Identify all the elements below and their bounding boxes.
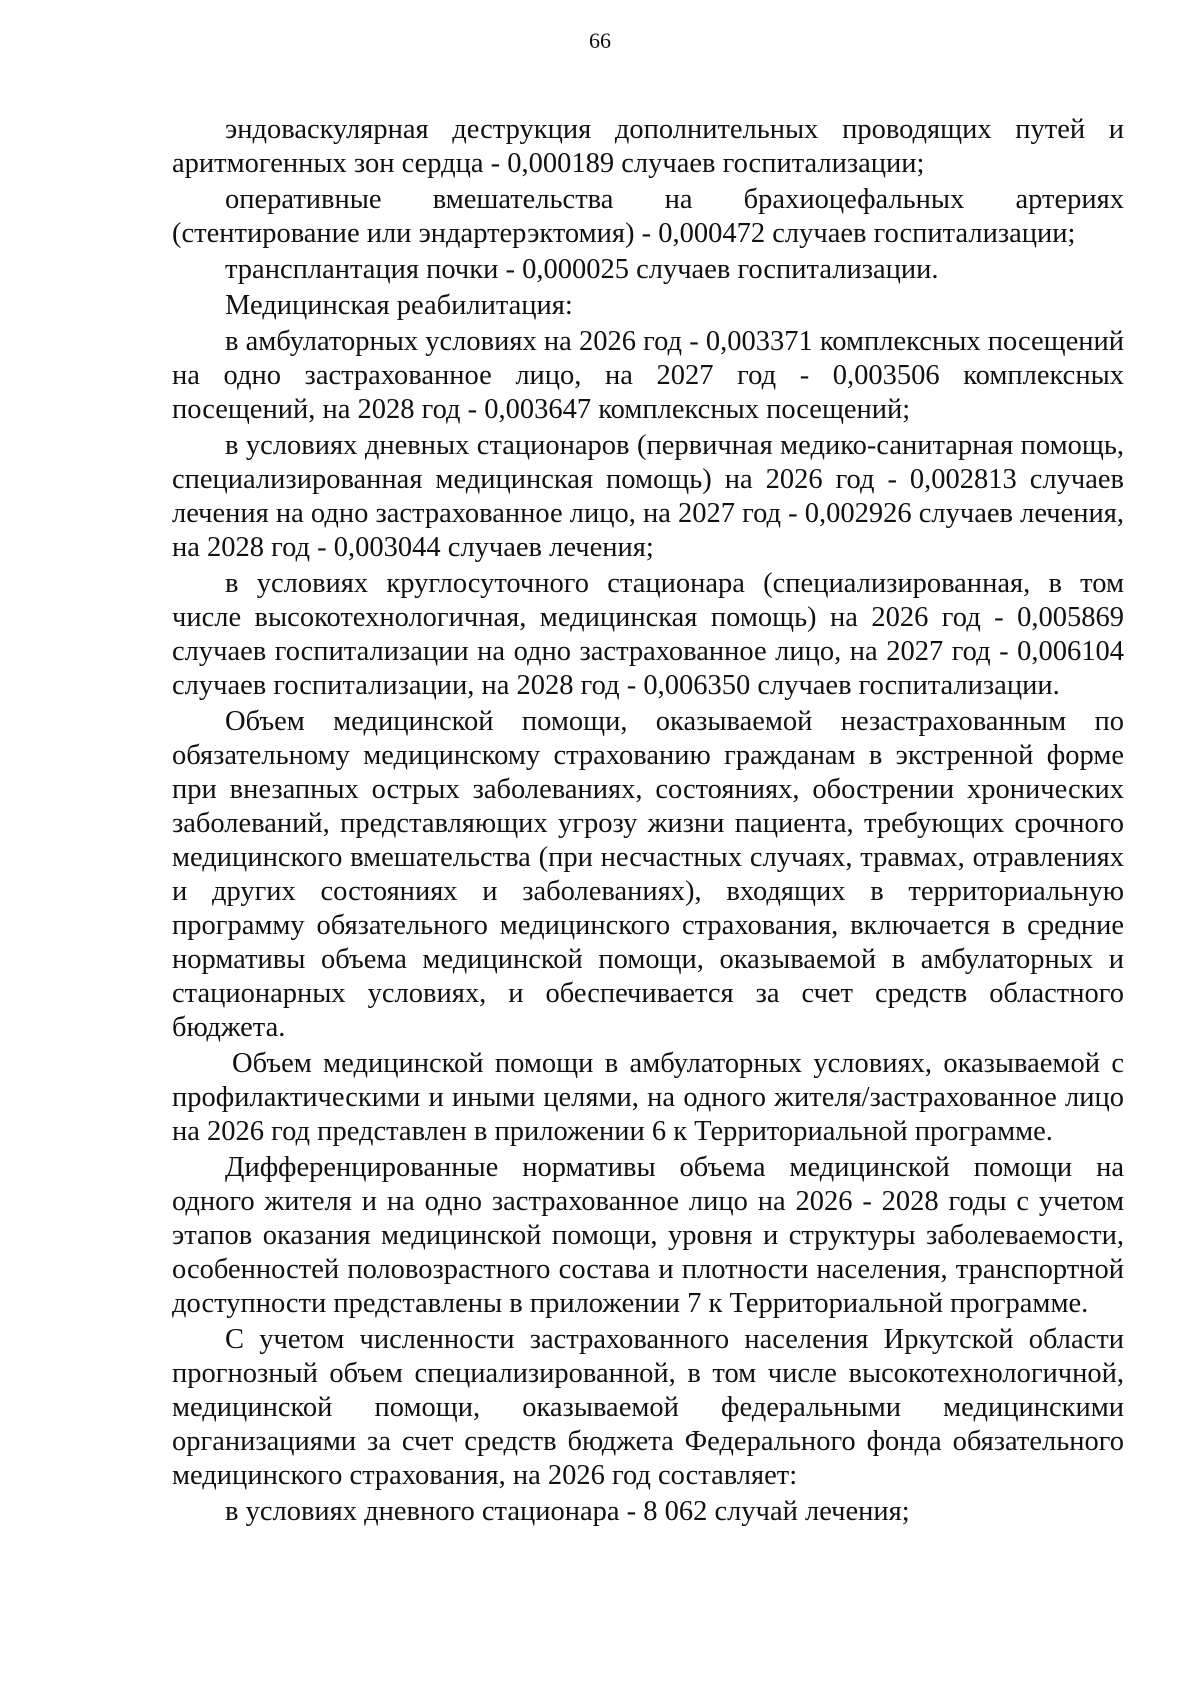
paragraph-endovascular-destruction: эндоваскулярная деструкция дополнительных проводящих путей и аритмогенных зон сердца - 0,000189 случаев госпитализации; (172, 114, 1124, 179)
paragraph-day-hospital-rehabilitation: в условиях дневных стационаров (первичная медико-санитарная помощь, специализированная медицинская помощь) на 2026 год - 0,002813 случаев лечения на одно застрахованное лицо, на 2027 год - 0,002926 случаев лечения, на 2028 год - 0,003044 случаев лечения; (172, 430, 1124, 563)
paragraph-brachiocephalic-interventions: оперативные вмешательства на брахиоцефальных артериях (стентирование или эндартерэктомия) - 0,000472 случаев госпитализации; (172, 184, 1124, 249)
paragraph-day-hospital-forecast: в условиях дневного стационара - 8 062 случай лечения; (225, 1496, 910, 1527)
paragraph-rehabilitation-heading: Медицинская реабилитация: (225, 290, 573, 321)
paragraph-inpatient-rehabilitation: в условиях круглосуточного стационара (специализированная, в том числе высокотехнологичная, медицинская помощь) на 2026 год - 0,005869 случаев госпитализации на одно застрахованное лицо, на 2027 год - 0,006104 случаев госпитализации, на 2028 год - 0,006350 случаев госпитализации. (172, 568, 1124, 701)
document-body (172, 113, 1124, 1529)
paragraph-uninsured-volume: Объем медицинской помощи, оказываемой незастрахованным по обязательному медицинскому страхованию гражданам в экстренной форме при внезапных острых заболеваниях, состояниях, обострении хронических заболеваний, представляющих угрозу жизни пациента, требующих срочного медицинского вмешательства (при несчастных случаях, травмах, отравлениях и других состояниях и заболеваниях), входящих в территориальную программу обязательного медицинского страхования, включается в средние нормативы объема медицинской помощи, оказываемой в амбулаторных и стационарных условиях, и обеспечивается за счет средств областного бюджета. (172, 706, 1124, 1043)
paragraph-federal-forecast: С учетом численности застрахованного населения Иркутской области прогнозный объем специализированной, в том числе высокотехнологичной, медицинской помощи, оказываемой федеральными медицинскими организациями за счет средств бюджета Федерального фонда обязательного медицинского страхования, на 2026 год составляет: (172, 1324, 1124, 1491)
paragraph-outpatient-rehabilitation: в амбулаторных условиях на 2026 год - 0,003371 комплексных посещений на одно застрахованное лицо, на 2027 год - 0,003506 комплексных посещений, на 2028 год - 0,003647 комплексных посещений; (172, 326, 1124, 425)
paragraph-kidney-transplant: трансплантация почки - 0,000025 случаев госпитализации. (225, 254, 939, 285)
paragraph-differentiated-norms: Дифференцированные нормативы объема медицинской помощи на одного жителя и на одно застрахованное лицо на 2026 - 2028 годы с учетом этапов оказания медицинской помощи, уровня и структуры заболеваемости, особенностей половозрастного состава и плотности населения, транспортной доступности представлены в приложении 7 к Территориальной программе. (172, 1152, 1124, 1319)
paragraph-outpatient-preventive-volume: Объем медицинской помощи в амбулаторных условиях, оказываемой с профилактическими и иными целями, на одного жителя/застрахованное лицо на 2026 год представлен в приложении 6 к Территориальной программе. (172, 1048, 1124, 1147)
page-number: 66 (589, 28, 611, 53)
